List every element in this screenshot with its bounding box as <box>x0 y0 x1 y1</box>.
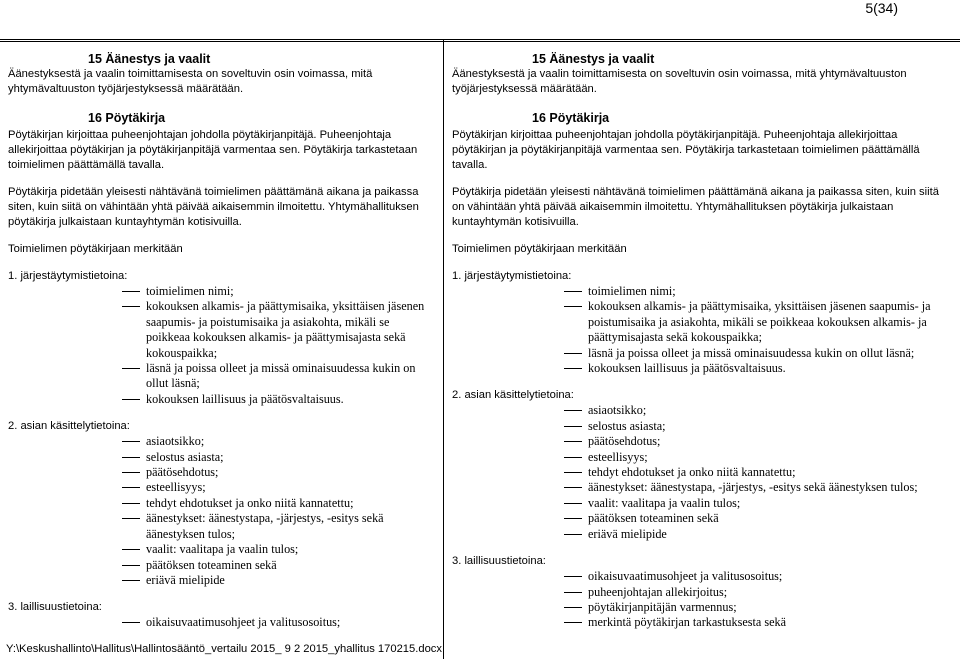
right-column <box>452 52 952 631</box>
list-item: asiaotsikko; <box>8 434 436 449</box>
table-top-rule <box>0 39 960 40</box>
section-16-title: 16 Pöytäkirja <box>532 111 610 125</box>
left-column <box>8 52 436 631</box>
section-15-title: 15 Äänestys ja vaalit <box>88 52 211 66</box>
list-item: kokouksen alkamis- ja päättymisaika, yksittäisen jäsenen saapumis- ja poistumisaika ja asiakohta, mikäli se poikkeaa kokouksen alkamis- ja päättymisajasta sekä kokouspaikka; <box>8 299 436 361</box>
table-top-rule-inner <box>0 41 960 42</box>
list-item: kokouksen laillisuus ja päätösvaltaisuus. <box>8 392 436 407</box>
list-item: vaalit: vaalitapa ja vaalin tulos; <box>8 542 436 557</box>
list-item: esteellisyys; <box>8 480 436 495</box>
list-item: toimielimen nimi; <box>452 284 952 299</box>
list-item: merkintä pöytäkirjan tarkastuksesta sekä <box>452 615 952 630</box>
section-15-text: Äänestyksestä ja vaalin toimittamisesta on soveltuvin osin voimassa, mitä yhtymävaltuuston työjärjestyksessä määrätään. <box>8 68 373 95</box>
list-item: tehdyt ehdotukset ja onko niitä kannatettu; <box>452 465 952 480</box>
group-3-label: 3. laillisuustietoina: <box>452 555 546 568</box>
list-item: päätöksen toteaminen sekä <box>8 558 436 573</box>
section-16-paragraph-3: Toimielimen pöytäkirjaan merkitään <box>8 243 183 255</box>
list-item: puheenjohtajan allekirjoitus; <box>452 585 952 600</box>
group-2-label: 2. asian käsittelytietoina: <box>452 389 574 402</box>
list-item: päätösehdotus; <box>452 434 952 449</box>
section-16-paragraph-1: Pöytäkirjan kirjoittaa puheenjohtajan johdolla pöytäkirjanpitäjä. Puheenjohtaja allekirjoittaa pöytäkirjan ja pöytäkirjanpitäjä varmentaa sen. Pöytäkirja tarkastetaan toimielimen päättämällä tavalla. <box>8 129 418 171</box>
section-15-text: Äänestyksestä ja vaalin toimittamisesta on soveltuvin osin voimassa, mitä yhtymävaltuuston työjärjestyksessä määrätään. <box>452 68 907 95</box>
group-3-list <box>8 615 436 630</box>
list-item: selostus asiasta; <box>452 419 952 434</box>
group-1-list <box>8 284 436 407</box>
list-item: asiaotsikko; <box>452 403 952 418</box>
group-3-list <box>452 569 952 631</box>
list-item: oikaisuvaatimusohjeet ja valitusosoitus; <box>8 615 436 630</box>
group-1-list <box>452 284 952 376</box>
list-item: selostus asiasta; <box>8 450 436 465</box>
section-16-paragraph-3: Toimielimen pöytäkirjaan merkitään <box>452 243 627 255</box>
list-item: läsnä ja poissa olleet ja missä ominaisuudessa kukin on ollut läsnä; <box>452 346 952 361</box>
list-item: eriävä mielipide <box>8 573 436 588</box>
group-3-label: 3. laillisuustietoina: <box>8 601 102 614</box>
footer-file-path: Y:\Keskushallinto\Hallitus\Hallintosääntö_vertailu 2015_ 9 2 2015_yhallitus 170215.docx <box>6 643 442 655</box>
group-2-list <box>8 434 436 588</box>
group-1-label: 1. järjestäytymistietoina: <box>8 270 128 282</box>
section-16-paragraph-2: Pöytäkirja pidetään yleisesti nähtävänä toimielimen päättämänä aikana ja paikassa siten, kuin siitä on vähintään yhtä päivää aikaisemmin ilmoitettu. Yhtymähallituksen pöytäkirja julkaistaan kuntayhtymän kotisivuilla. <box>452 186 939 228</box>
list-item: oikaisuvaatimusohjeet ja valitusosoitus; <box>452 569 952 584</box>
list-item: kokouksen laillisuus ja päätösvaltaisuus. <box>452 361 952 376</box>
list-item: äänestykset: äänestystapa, -järjestys, -esitys sekä äänestyksen tulos; <box>452 480 952 495</box>
group-2-list <box>452 403 952 542</box>
section-16-paragraph-2: Pöytäkirja pidetään yleisesti nähtävänä toimielimen päättämänä aikana ja paikassa siten, kuin siitä on vähintään yhtä päivää aikaisemmin ilmoitettu. Yhtymähallituksen pöytäkirja julkaistaan kuntayhtymän kotisivuilla. <box>8 186 419 228</box>
list-item: pöytäkirjanpitäjän varmennus; <box>452 600 952 615</box>
group-1-label: 1. järjestäytymistietoina: <box>452 270 572 282</box>
list-item: päätöksen toteaminen sekä <box>452 511 952 526</box>
list-item: esteellisyys; <box>452 450 952 465</box>
page-number: 5(34) <box>865 0 898 16</box>
list-item: kokouksen alkamis- ja päättymisaika, yksittäisen jäsenen saapumis- ja poistumisaika ja asiakohta, mikäli se poikkeaa kokouksen alkamis- ja päättymisajasta sekä kokouspaikka; <box>452 299 952 345</box>
column-divider <box>443 39 444 659</box>
list-item: vaalit: vaalitapa ja vaalin tulos; <box>452 496 952 511</box>
list-item: päätösehdotus; <box>8 465 436 480</box>
section-16-paragraph-1: Pöytäkirjan kirjoittaa puheenjohtajan johdolla pöytäkirjanpitäjä. Puheenjohtaja allekirjoittaa pöytäkirjan ja pöytäkirjanpitäjä varmentaa sen. Pöytäkirja tarkastetaan toimielimen päättämällä tavalla. <box>452 129 920 171</box>
list-item: tehdyt ehdotukset ja onko niitä kannatettu; <box>8 496 436 511</box>
list-item: toimielimen nimi; <box>8 284 436 299</box>
list-item: äänestykset: äänestystapa, -järjestys, -esitys sekä äänestyksen tulos; <box>8 511 436 542</box>
group-2-label: 2. asian käsittelytietoina: <box>8 420 130 433</box>
section-16-title: 16 Pöytäkirja <box>88 111 166 125</box>
section-15-title: 15 Äänestys ja vaalit <box>532 52 655 66</box>
list-item: läsnä ja poissa olleet ja missä ominaisuudessa kukin on ollut läsnä; <box>8 361 436 392</box>
list-item: eriävä mielipide <box>452 527 952 542</box>
